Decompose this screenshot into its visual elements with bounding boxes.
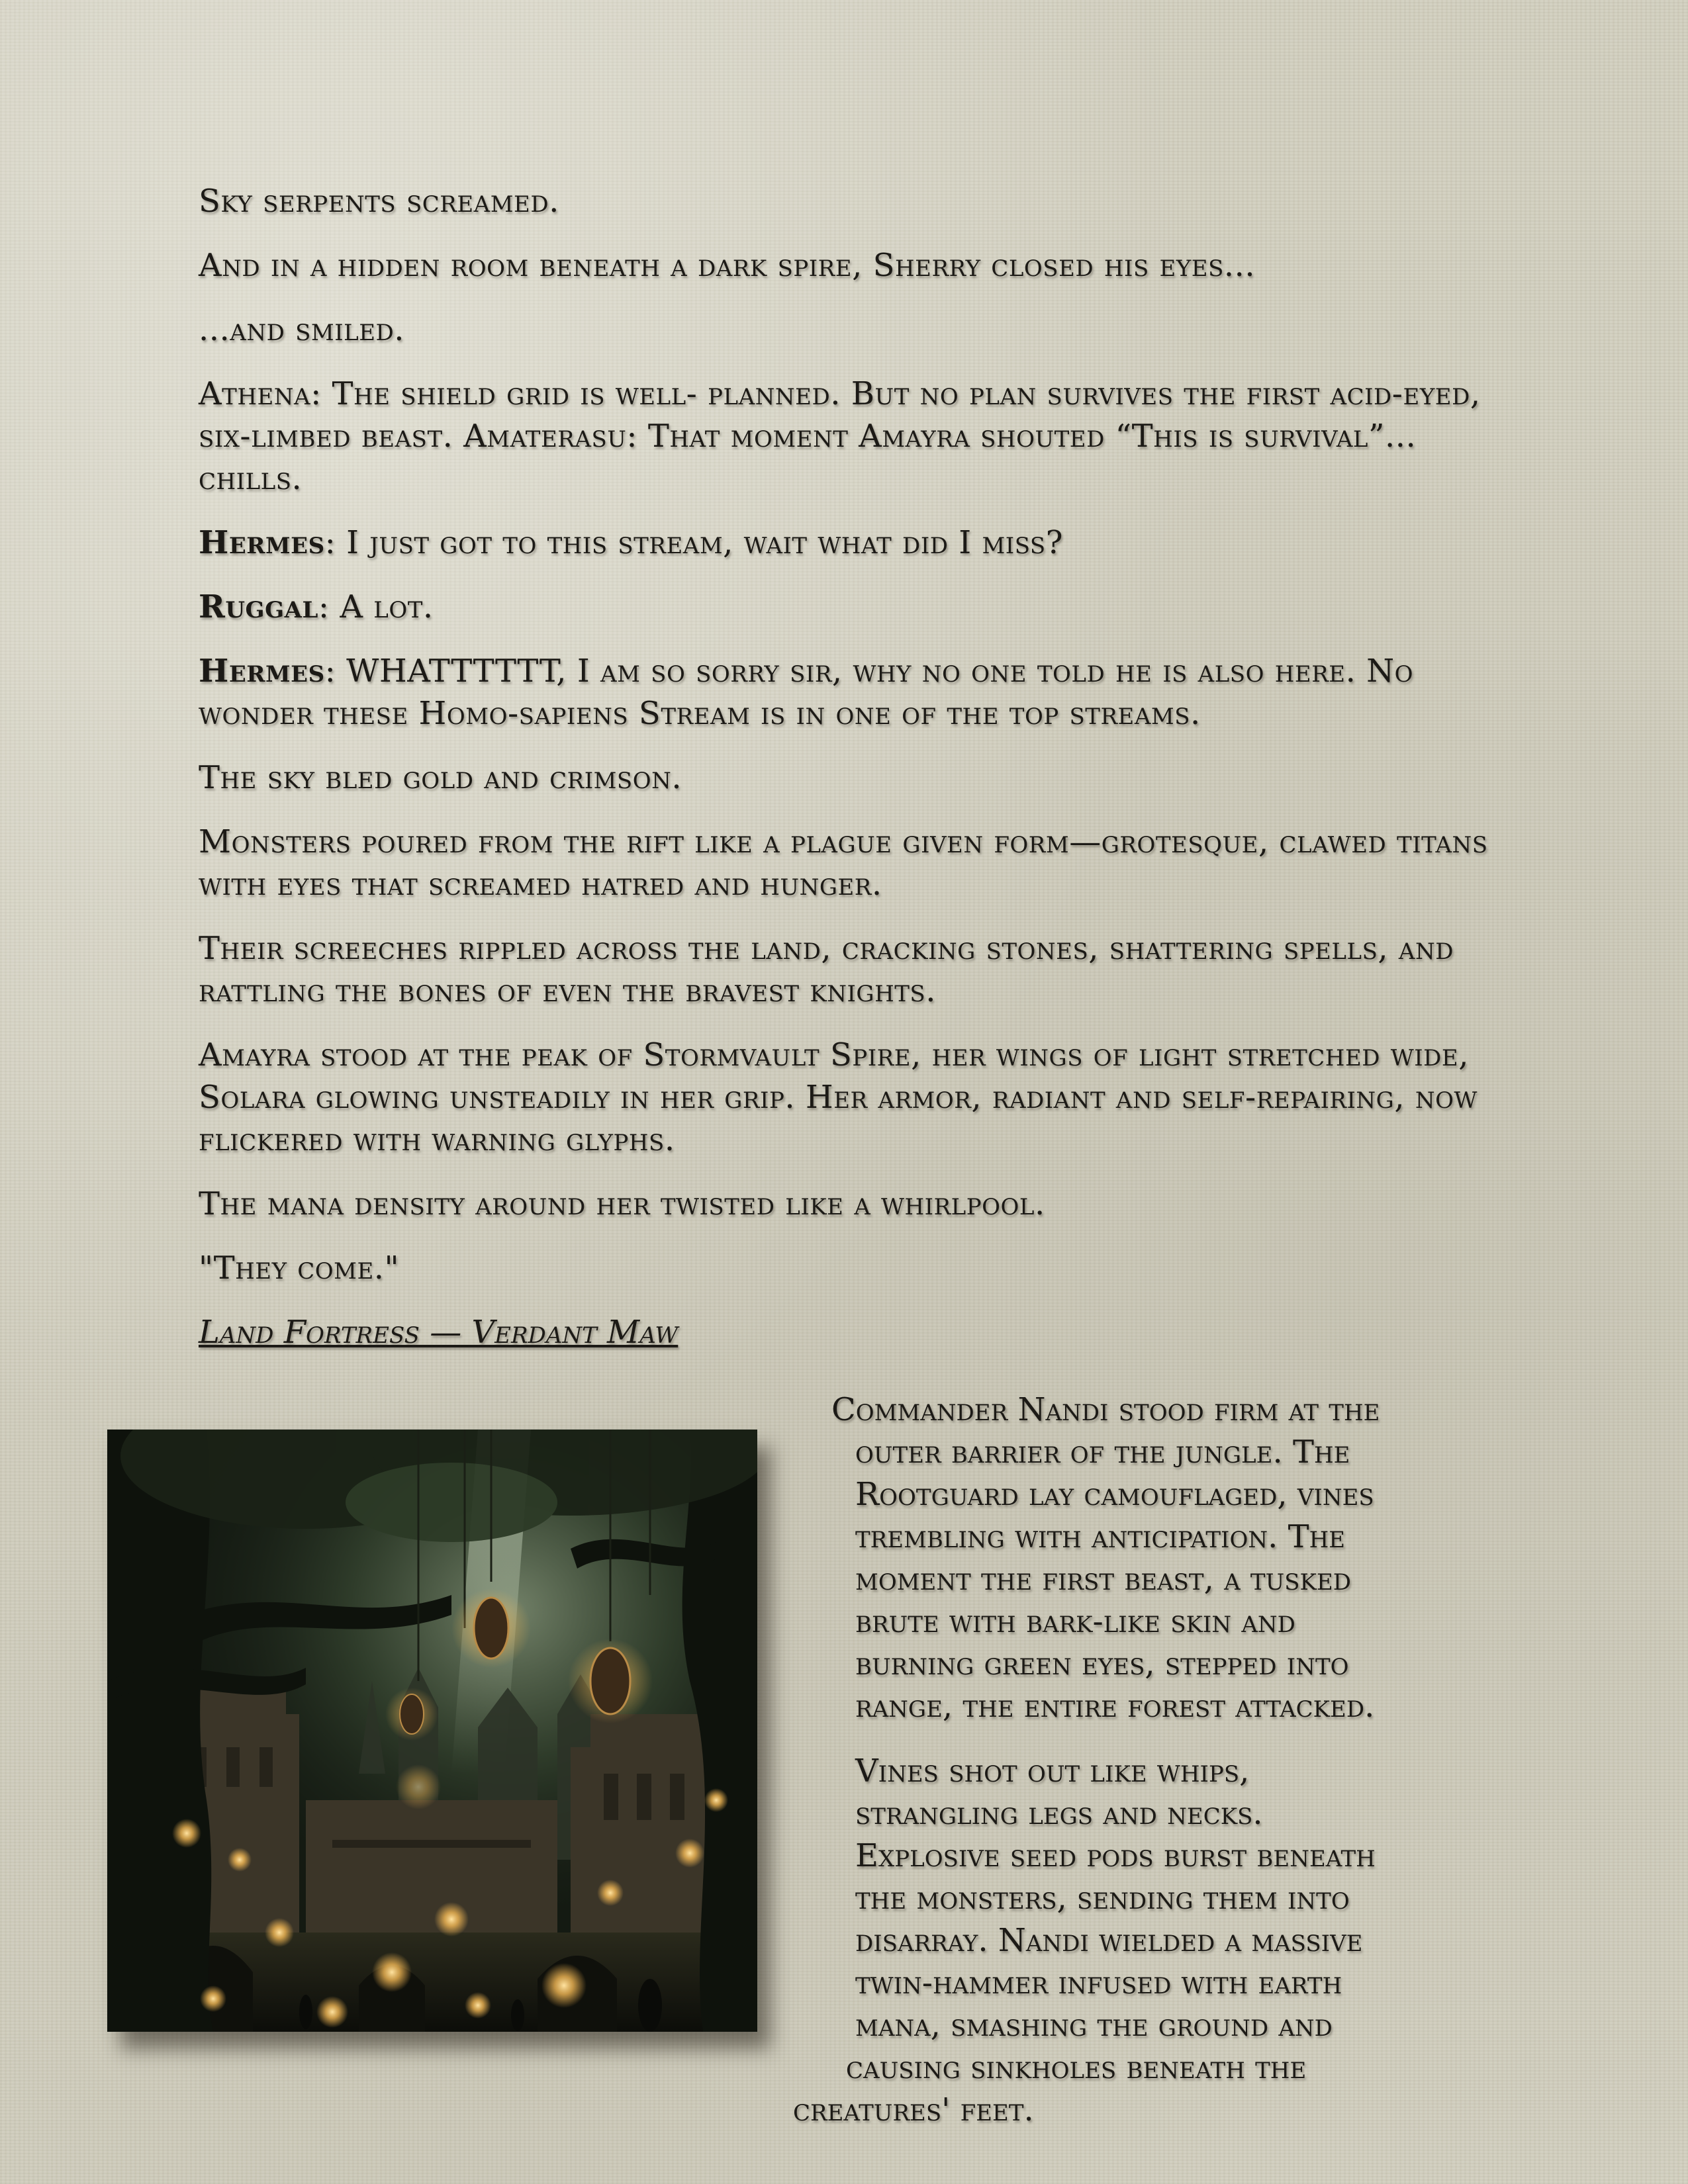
text-line: twin-hammer infused with earth xyxy=(855,1964,1342,2001)
side-paragraph-2 xyxy=(793,1750,1493,2131)
dialogue-line-hermes-2: Hermes: WHATTTTTT, I am so sorry sir, why no one told he is also here. No wonder these Homo-sapiens Stream is in one of the top streams. xyxy=(199,653,1414,732)
dialogue-line-ruggal: Ruggal: A lot. xyxy=(199,588,434,625)
side-paragraph-1 xyxy=(831,1388,1493,1727)
paragraph-12: The mana density around her twisted like a whirlpool. xyxy=(199,1185,1045,1222)
text-line: Vines shot out like whips, xyxy=(855,1752,1250,1790)
text-line: causing sinkholes beneath the xyxy=(846,2049,1307,2086)
paragraph-1: Sky serpents screamed. xyxy=(199,183,559,220)
paragraph-10: Their screeches rippled across the land, cracking stones, shattering spells, and rattling the bones of even the bravest knights. xyxy=(199,930,1454,1009)
section-heading: Land Fortress — Verdant Maw xyxy=(199,1314,679,1351)
text-line: creatures' feet. xyxy=(793,2091,1034,2128)
text-line: Commander Nandi stood firm at the xyxy=(831,1391,1380,1428)
paragraph-8: The sky bled gold and crimson. xyxy=(199,759,682,796)
paragraph-4: Athena: The shield grid is well- planned. But no plan survives the first acid-eyed, six-limbed beast. Amaterasu: That moment Amayra shouted “This is survival”... chills. xyxy=(199,375,1481,497)
speaker-name: Hermes xyxy=(199,524,325,561)
text-line: mana, smashing the ground and xyxy=(855,2007,1333,2044)
text-line: disarray. Nandi wielded a massive xyxy=(855,1922,1363,1959)
jungle-fortress-illustration xyxy=(107,1430,757,2032)
side-text-column xyxy=(793,1388,1493,2154)
dialogue-line-hermes-1: Hermes: I just got to this stream, wait what did I miss? xyxy=(199,524,1063,561)
paragraph-11: Amayra stood at the peak of Stormvault Spire, her wings of light stretched wide, Solara glowing unsteadily in her grip. Her armor, radiant and self-repairing, now flickered with warning glyphs. xyxy=(199,1036,1477,1158)
speaker-name: Hermes xyxy=(199,653,325,690)
speaker-name: Ruggal xyxy=(199,588,318,625)
paragraph-9: Monsters poured from the rift like a plague given form—grotesque, clawed titans with eyes that screamed hatred and hunger. xyxy=(199,823,1488,903)
text-line: moment the first beast, a tusked xyxy=(855,1561,1352,1598)
main-text xyxy=(199,180,1496,1353)
paragraph-13: "They come." xyxy=(199,1250,400,1287)
text-line: burning green eyes, stepped into xyxy=(855,1645,1349,1682)
text-line: brute with bark-like skin and xyxy=(855,1603,1295,1640)
paragraph-2: And in a hidden room beneath a dark spire, Sherry closed his eyes... xyxy=(199,247,1256,284)
text-line: strangling legs and necks. xyxy=(855,1795,1263,1832)
text-line: the monsters, sending them into xyxy=(855,1880,1350,1917)
text-line: Explosive seed pods burst beneath xyxy=(855,1837,1376,1874)
text-line: Rootguard lay camouflaged, vines xyxy=(855,1476,1374,1513)
text-line: range, the entire forest attacked. xyxy=(855,1688,1375,1725)
text-line: trembling with anticipation. The xyxy=(855,1518,1346,1555)
text-line: outer barrier of the jungle. The xyxy=(855,1433,1350,1471)
paragraph-3: ...and smiled. xyxy=(199,311,405,348)
